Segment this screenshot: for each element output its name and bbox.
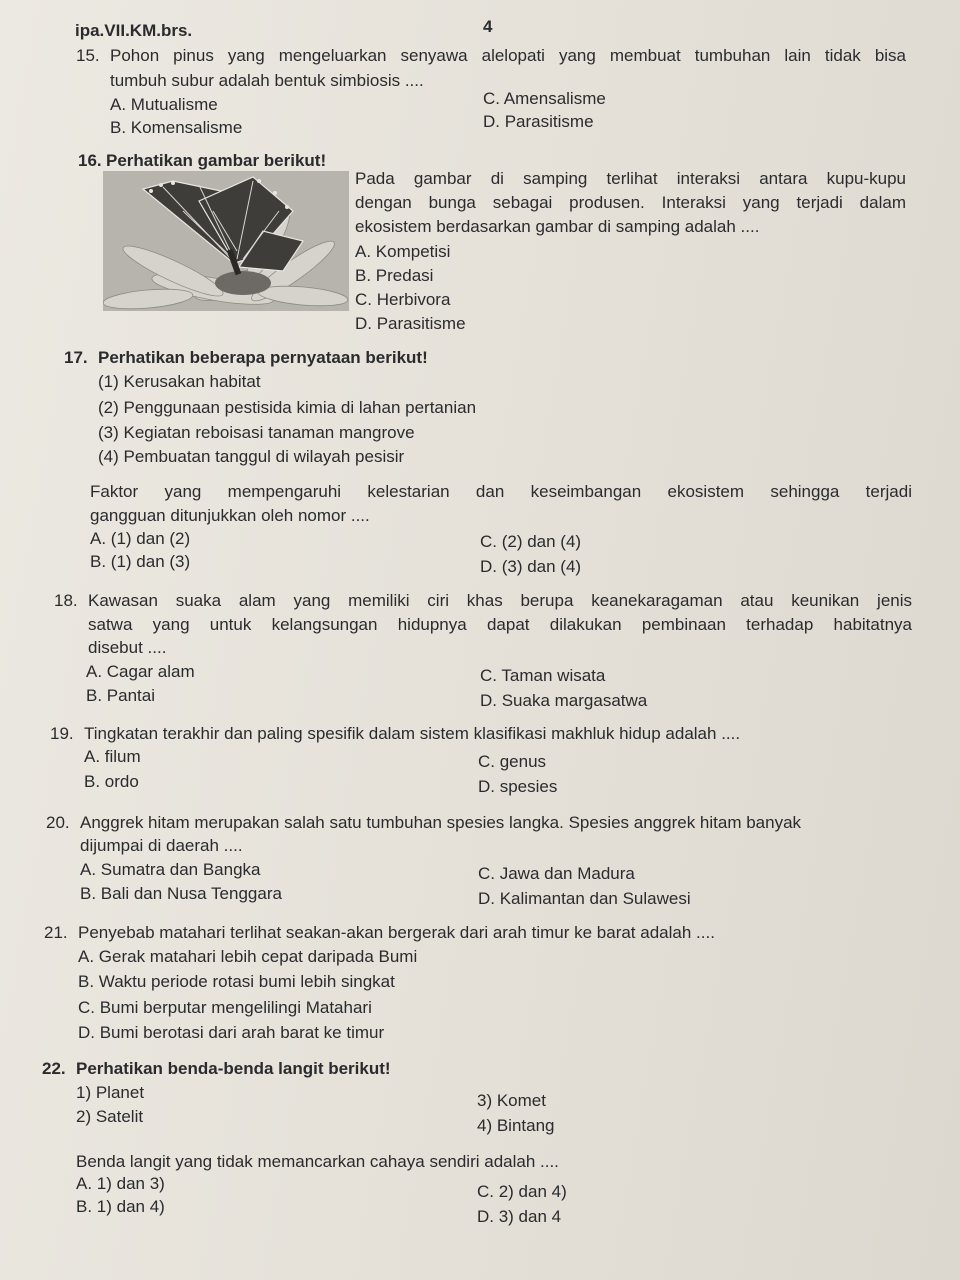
- q20-option-b: B. Bali dan Nusa Tenggara: [80, 884, 282, 903]
- page-number: 4: [483, 17, 493, 36]
- q22-item-2: 2) Satelit: [76, 1107, 144, 1126]
- butterfly-on-flower-photo: [103, 171, 349, 311]
- q17-statement-3: (3) Kegiatan reboisasi tanaman mangrove: [98, 423, 415, 442]
- q17-line2: gangguan ditunjukkan oleh nomor ....: [90, 506, 370, 525]
- q16-option-c: C. Herbivora: [355, 290, 451, 309]
- q15-line2: tumbuh subur adalah bentuk simbiosis ....: [110, 71, 424, 90]
- q18-line1: Kawasan suaka alam yang memiliki ciri khas berupa keanekaragaman atau keunikan jenis: [88, 591, 912, 610]
- q16-option-d: D. Parasitisme: [355, 314, 466, 333]
- q18-option-d: D. Suaka margasatwa: [480, 691, 648, 710]
- q16-line2: dengan bunga sebagai produsen. Interaksi yang terjadi dalam: [355, 193, 906, 212]
- q22-title: Perhatikan benda-benda langit berikut!: [76, 1059, 391, 1078]
- q22-number: 22.: [42, 1059, 66, 1078]
- q17-number: 17.: [64, 348, 88, 367]
- q21-number: 21.: [44, 923, 68, 942]
- q22-item-1: 1) Planet: [76, 1083, 145, 1102]
- q16-line3: ekosistem berdasarkan gambar di samping adalah ....: [355, 217, 760, 236]
- q22-item-4: 4) Bintang: [477, 1116, 555, 1135]
- q15-line1: Pohon pinus yang mengeluarkan senyawa alelopati yang membuat tumbuhan lain tidak bisa: [110, 46, 906, 65]
- q17-option-a: A. (1) dan (2): [90, 529, 191, 548]
- q15-option-b: B. Komensalisme: [110, 118, 243, 137]
- q16-line1: Pada gambar di samping terlihat interaksi antara kupu-kupu: [355, 169, 906, 188]
- q21-option-b: B. Waktu periode rotasi bumi lebih singkat: [78, 972, 395, 991]
- exam-code: ipa.VII.KM.brs.: [75, 21, 193, 40]
- q18-option-b: B. Pantai: [86, 686, 155, 705]
- q22-option-c: C. 2) dan 4): [477, 1182, 567, 1201]
- q18-option-a: A. Cagar alam: [86, 662, 195, 681]
- q20-option-a: A. Sumatra dan Bangka: [80, 860, 261, 879]
- q19-option-b: B. ordo: [84, 772, 139, 791]
- q20-line2: dijumpai di daerah ....: [80, 836, 243, 855]
- q21-line1: Penyebab matahari terlihat seakan-akan bergerak dari arah timur ke barat adalah ....: [78, 923, 715, 942]
- q22-item-3: 3) Komet: [477, 1091, 546, 1110]
- q22-line1: Benda langit yang tidak memancarkan cahaya sendiri adalah ....: [76, 1152, 559, 1171]
- q19-option-d: D. spesies: [478, 777, 558, 796]
- q19-line1: Tingkatan terakhir dan paling spesifik dalam sistem klasifikasi makhluk hidup adalah ....: [84, 724, 741, 743]
- q17-title: Perhatikan beberapa pernyataan berikut!: [98, 348, 428, 367]
- q17-statement-2: (2) Penggunaan pestisida kimia di lahan pertanian: [98, 398, 477, 417]
- q18-option-c: C. Taman wisata: [480, 666, 606, 685]
- q19-option-c: C. genus: [478, 752, 547, 771]
- q16-option-a: A. Kompetisi: [355, 242, 451, 261]
- q17-statement-1: (1) Kerusakan habitat: [98, 372, 261, 391]
- q17-option-d: D. (3) dan (4): [480, 557, 582, 576]
- q19-number: 19.: [50, 724, 74, 743]
- q17-option-c: C. (2) dan (4): [480, 532, 582, 551]
- q22-option-d: D. 3) dan 4: [477, 1207, 562, 1226]
- q15-option-a: A. Mutualisme: [110, 95, 218, 114]
- q16-number: 16.: [78, 151, 102, 170]
- q16-title: Perhatikan gambar berikut!: [106, 151, 327, 170]
- q20-option-c: C. Jawa dan Madura: [478, 864, 635, 883]
- q19-option-a: A. filum: [84, 747, 141, 766]
- q15-number: 15.: [76, 46, 100, 65]
- q20-option-d: D. Kalimantan dan Sulawesi: [478, 889, 691, 908]
- q21-option-a: A. Gerak matahari lebih cepat daripada Bumi: [78, 947, 418, 966]
- q16-option-b: B. Predasi: [355, 266, 434, 285]
- q17-statement-4: (4) Pembuatan tanggul di wilayah pesisir: [98, 447, 405, 466]
- q21-option-d: D. Bumi berotasi dari arah barat ke timur: [78, 1023, 385, 1042]
- q18-line3: disebut ....: [88, 638, 167, 657]
- q20-line1: Anggrek hitam merupakan salah satu tumbuhan spesies langka. Spesies anggrek hitam banyak: [80, 813, 802, 832]
- q18-number: 18.: [54, 591, 78, 610]
- q22-option-b: B. 1) dan 4): [76, 1197, 165, 1216]
- q17-line1: Faktor yang mempengaruhi kelestarian dan keseimbangan ekosistem sehingga terjadi: [90, 482, 912, 501]
- q15-option-c: C. Amensalisme: [483, 89, 606, 108]
- q18-line2: satwa yang untuk kelangsungan hidupnya dapat dilakukan pembinaan terhadap habitatnya: [88, 615, 912, 634]
- q15-option-d: D. Parasitisme: [483, 112, 594, 131]
- q22-option-a: A. 1) dan 3): [76, 1174, 165, 1193]
- q20-number: 20.: [46, 813, 70, 832]
- q21-option-c: C. Bumi berputar mengelilingi Matahari: [78, 998, 372, 1017]
- q17-option-b: B. (1) dan (3): [90, 552, 191, 571]
